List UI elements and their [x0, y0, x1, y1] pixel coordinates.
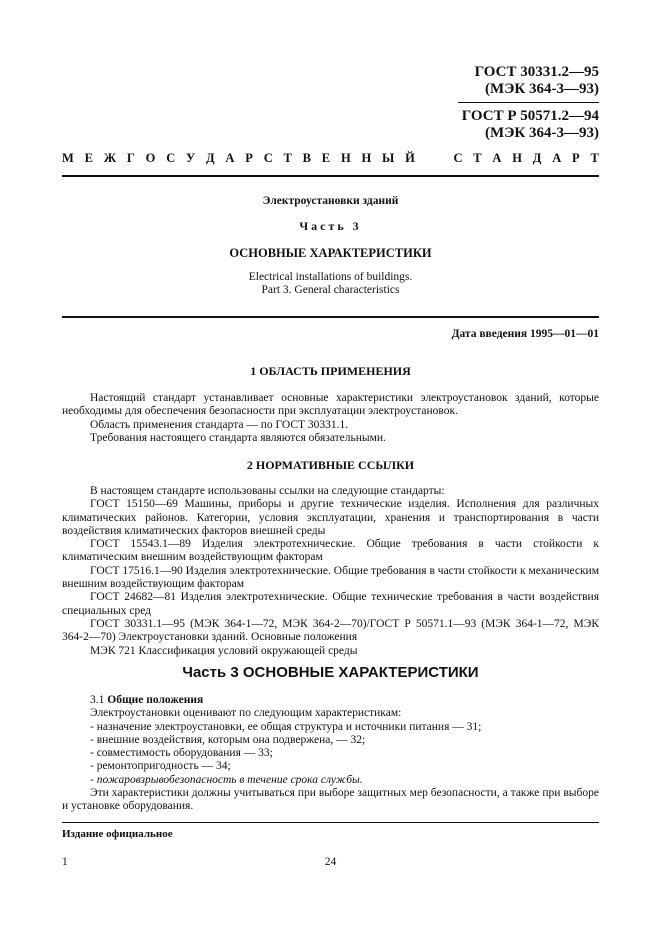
subsection-title [62, 694, 599, 707]
banner-letter: Е [84, 151, 93, 165]
section-1-heading: 1 ОБЛАСТЬ ПРИМЕНЕНИЯ [250, 364, 411, 378]
part-3-body [62, 694, 599, 814]
interstate-standard-banner [62, 151, 599, 166]
standard-number-block-2 [462, 108, 599, 142]
title-main: ОСНОВНЫЕ ХАРАКТЕРИСТИКИ [229, 246, 432, 260]
page-number: 24 [324, 856, 337, 868]
section-1-body [62, 392, 599, 445]
list-item: - внешние воздействия, которым она подвержена, — 32; [90, 733, 366, 746]
footer-left-number: 1 [62, 856, 68, 868]
reference-item: ГОСТ 24682—81 Изделия электротехнические. Общие технические требования в части воздействия специальных сред [62, 591, 599, 617]
section-2-heading: 2 НОРМАТИВНЫЕ ССЫЛКИ [246, 458, 415, 472]
reference-item: ГОСТ 15150—69 Машины, приборы и другие технические изделия. Исполнения для различных климатических районов. Категории, условия эксплуатации, хранения и транспортирования в части воздействия климатических факторов внешней среды [62, 498, 599, 537]
banner-letter: А [225, 151, 235, 165]
list-item: - назначение электроустановки, ее общая структура и источники питания — 31; [90, 720, 482, 733]
banner-letter: Т [283, 151, 292, 165]
banner-letter: Т [590, 151, 599, 165]
subsection-number: 3.1 [90, 694, 105, 706]
standard-number: ГОСТ 30331.2—95 [474, 64, 599, 80]
banner-letter: Р [572, 151, 580, 165]
standard-number: ГОСТ Р 50571.2—94 [461, 108, 599, 124]
footer-rule [62, 822, 599, 823]
banner-letter: Е [321, 151, 331, 165]
banner-letter: Д [206, 151, 215, 165]
banner-letter: Н [361, 151, 372, 165]
banner-letter: Н [340, 151, 351, 165]
banner-letter: Н [512, 151, 522, 165]
banner-letter: Й [405, 151, 415, 165]
official-edition: Издание официальное [62, 828, 173, 840]
paragraph: Эти характеристики должны учитываться при выборе защитных мер безопасности, а также при выборе и установке оборудования. [62, 787, 599, 813]
list-item: - совместимость оборудования — 33; [90, 747, 273, 760]
paragraph: Требования настоящего стандарта являются обязательными. [90, 431, 386, 444]
introduction-date: Дата введения 1995—01—01 [451, 328, 599, 340]
subsection-name: Общие положения [107, 694, 204, 706]
list-item: - пожаровзрывобезопасность в течение срока службы. [90, 773, 363, 786]
reference-item: МЭК 721 Классификация условий окружающей среды [90, 644, 358, 657]
title-english [62, 271, 599, 297]
header-divider [458, 102, 599, 103]
part-3-heading: Часть 3 ОСНОВНЫЕ ХАРАКТЕРИСТИКИ [182, 664, 479, 681]
banner-gap [426, 151, 429, 166]
title-english-line-1: Electrical installations of buildings. [248, 271, 413, 283]
banner-letter: А [552, 151, 562, 165]
banner-letter: С [453, 151, 463, 165]
banner-letter: С [166, 151, 176, 165]
banner-letter: С [263, 151, 273, 165]
title-english-line-2: Part 3. General characteristics [261, 284, 400, 296]
paragraph: Электроустановки оценивают по следующим характеристикам: [90, 707, 402, 720]
title-rule [62, 316, 599, 318]
banner-letter: Д [532, 151, 542, 165]
paragraph: Настоящий стандарт устанавливает основные характеристики электроустановок зданий, которые необходимы для обеспечения безопасности при эксплуатации электроустановок. [62, 392, 599, 418]
banner-letter: М [62, 151, 74, 165]
paragraph: Область применения стандарта — по ГОСТ 30331.1. [90, 418, 349, 431]
characteristics-list [62, 721, 599, 787]
banner-letter: Р [245, 151, 253, 165]
title-part: Часть 3 [299, 219, 362, 233]
banner-letter: У [186, 151, 196, 165]
list-item: - ремонтопригодность — 34; [90, 760, 231, 773]
section-2-body [62, 485, 599, 658]
banner-letter: Ы [382, 151, 395, 165]
banner-letter: Т [473, 151, 482, 165]
banner-letter: В [302, 151, 311, 165]
banner-letter: Ж [103, 151, 117, 165]
standard-number-block-1 [475, 64, 599, 98]
paragraph: В настоящем стандарте использованы ссылки на следующие стандарты: [90, 485, 445, 497]
banner-rule [62, 175, 599, 177]
banner-letter: О [145, 151, 156, 165]
banner-letter: Г [126, 151, 135, 165]
reference-item: ГОСТ 15543.1—89 Изделия электротехнические. Общие требования в части стойкости к климатическим внешним воздействующим факторам [62, 538, 599, 564]
banner-letter: А [492, 151, 502, 165]
iec-number: (МЭК 364-3—93) [485, 125, 599, 141]
iec-number: (МЭК 364-3—93) [485, 81, 599, 97]
banner-gap [440, 151, 443, 166]
reference-item: ГОСТ 30331.1—95 (МЭК 364-1—72, МЭК 364-2—70)/ГОСТ Р 50571.1—93 (МЭК 364-1—72, МЭК 364-2—70) Электроустановки зданий. Основные положения [62, 617, 599, 644]
title-subject: Электроустановки зданий [262, 195, 399, 207]
reference-item: ГОСТ 17516.1—90 Изделия электротехнические. Общие требования в части стойкости к механическим внешним воздействующим факторам [62, 564, 599, 591]
